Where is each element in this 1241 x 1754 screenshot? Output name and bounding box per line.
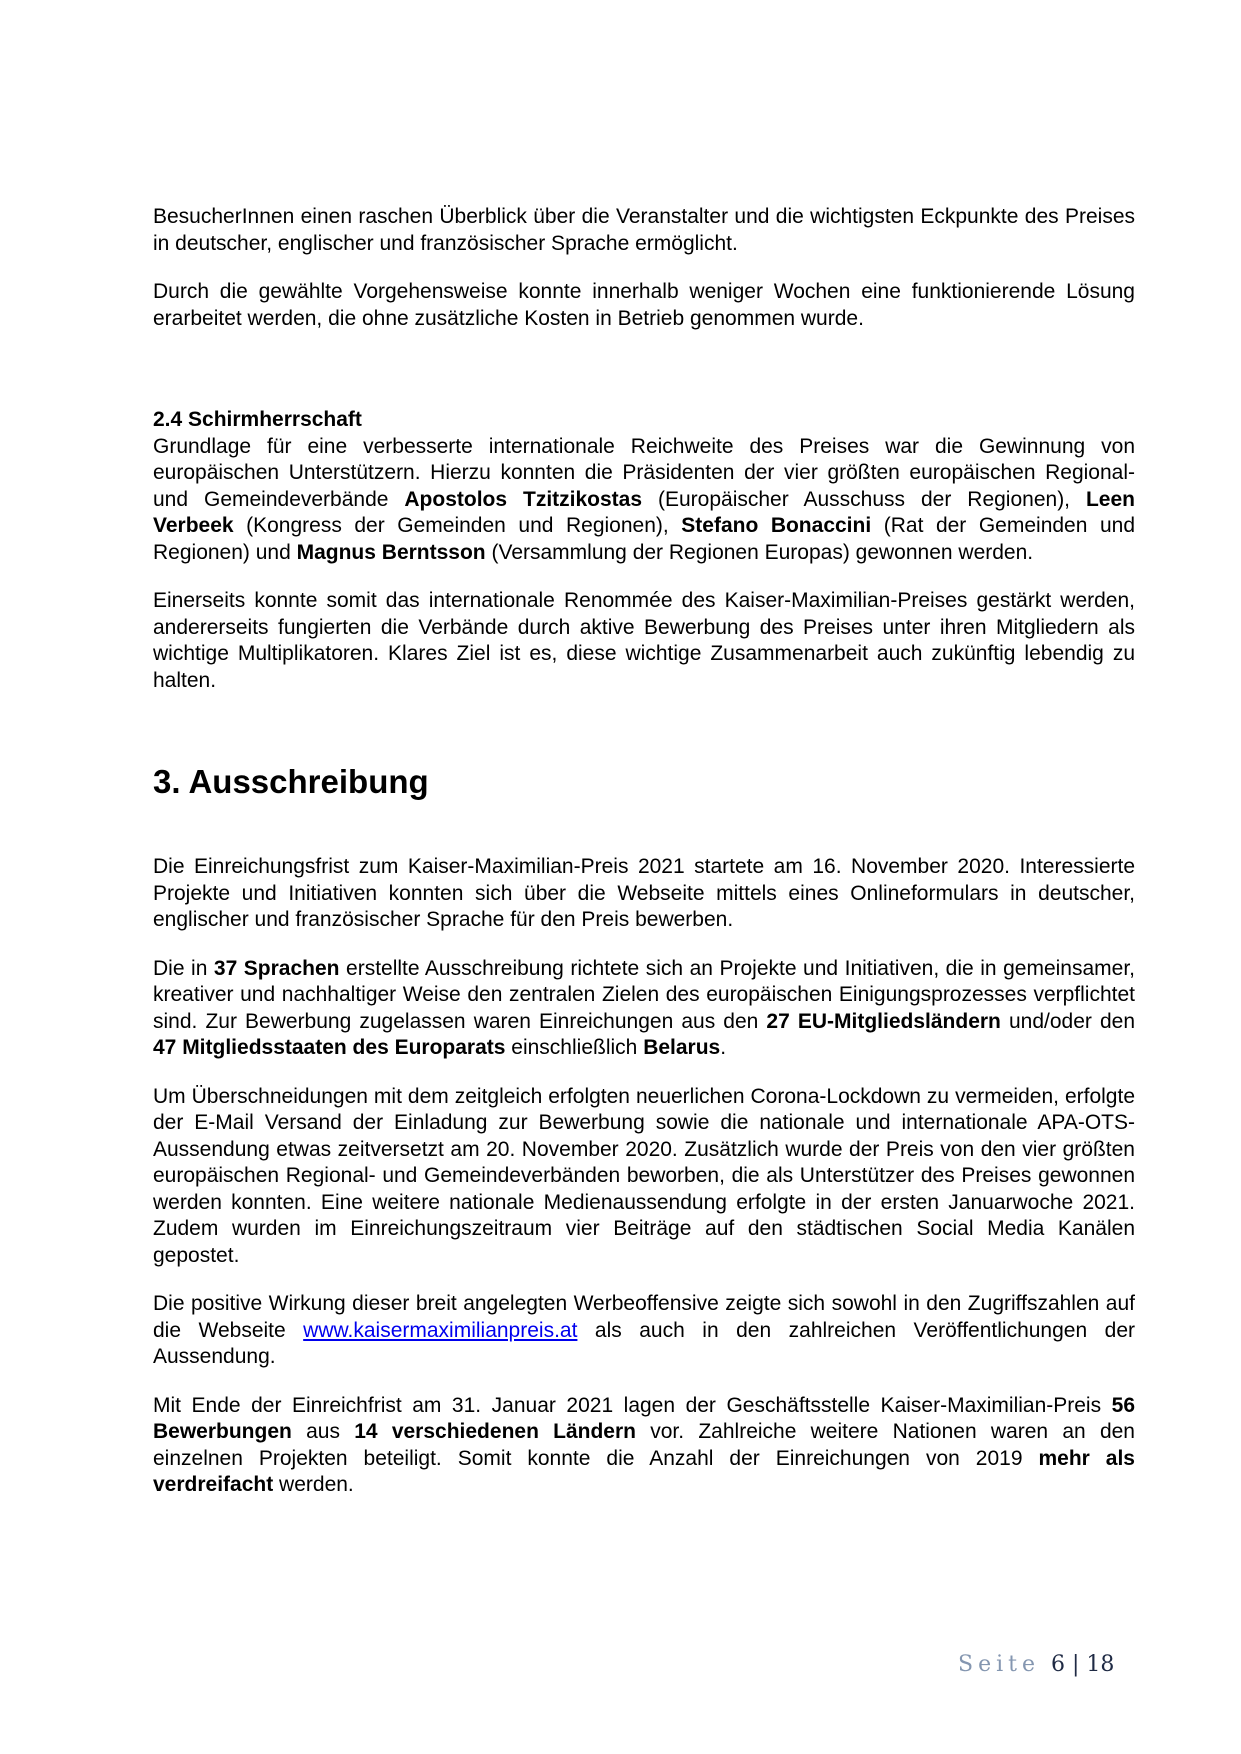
website-link[interactable]: www.kaisermaximilianpreis.at [303,1318,578,1342]
bold-27-eu-countries: 27 EU-Mitgliedsländern [766,1009,1001,1033]
name-bonaccini: Stefano Bonaccini [681,514,872,537]
bold-56-applications: 56 Bewerbungen [153,1393,1135,1443]
page-separator: | [1072,1652,1080,1677]
call-paragraph-2: Die in 37 Sprachen erstellte Ausschreibung richtete sich an Projekte und Initiativen, die in gemeinsamer, kreativer und nachhaltiger Weise den zentralen Zielen des europäischen Einigungsprozesses verpflichtet sind. Zur Bewerbung zugelassen waren Einreichungen aus den 27 EU-Mitgliedsländern und/oder den 47 Mitgliedsstaaten des Europarats einschließlich Belarus. [153,956,1136,1059]
bold-14-countries: 14 verschiedenen Ländern [354,1420,636,1443]
section-heading-2-4: 2.4 Schirmherrschaft [153,408,362,431]
bold-belarus: Belarus [643,1036,721,1059]
name-verbeek: Leen Verbeek [153,487,1135,537]
current-page: 6 [1051,1652,1065,1677]
name-berntsson: Magnus Berntsson [296,540,486,564]
patronage-paragraph-2: Einerseits konnte somit das internationale Renommée des Kaiser-Maximilian-Preises gestärkt werden, andererseits fungierten die Verbände durch aktive Bewerbung des Preises unter ihren Mitgliedern als wichtige Multiplikatoren. Klares Ziel ist es, diese wichtige Zusammenarbeit auch zukünftig lebendig zu halten. [153,589,1135,692]
call-paragraph-4: Die positive Wirkung dieser breit angelegten Werbeoffensive zeigte sich sowohl in den Zugriffszahlen auf die Webseite www.kaisermaximilianpreis.at als auch in den zahlreichen Veröffentlichungen der Aussendung. [153,1292,1135,1368]
patronage-paragraph-1: Grundlage für eine verbesserte internationale Reichweite des Preises war die Gewinnung von europäischen Unterstützern. Hierzu konnten die Präsidenten der vier größten europäischen Regional- und Gemeindeverbände Apostolos Tzitzikostas (Europäischer Ausschuss der Regionen), Leen Verbeek (Kongress der Gemeinden und Regionen), Stefano Bonaccini (Rat der Gemeinden und Regionen) und Magnus Berntsson (Versammlung der Regionen Europas) gewonnen werden. [153,434,1136,564]
intro-paragraph-1: BesucherInnen einen raschen Überblick über die Veranstalter und die wichtigsten Eckpunkte des Preises in deutscher, englischer und französischer Sprache ermöglicht. [153,205,1135,255]
page-number-footer [958,1652,1114,1677]
intro-paragraph-2: Durch die gewählte Vorgehensweise konnte innerhalb weniger Wochen eine funktionierende Lösung erarbeitet werden, die ohne zusätzliche Kosten in Betrieb genommen wurde. [153,280,1135,330]
bold-37-languages: 37 Sprachen [213,956,340,980]
bold-47-council-states: 47 Mitgliedsstaaten des Europarats [153,1036,506,1059]
name-tzitzikostas: Apostolos Tzitzikostas [404,487,643,511]
call-paragraph-1: Die Einreichungsfrist zum Kaiser-Maximilian-Preis 2021 startete am 16. November 2020. Interessierte Projekte und Initiativen konnten sich über die Webseite mittels eines Onlineformulars in deutscher, englischer und französischer Sprache für den Preis bewerben. [153,855,1135,931]
total-pages: 18 [1086,1652,1115,1677]
document-page [153,204,1135,1499]
call-paragraph-3: Um Überschneidungen mit dem zeitgleich erfolgten neuerlichen Corona-Lockdown zu vermeiden, erfolgte der E-Mail Versand der Einladung zur Bewerbung sowie die nationale und internationale APA-OTS-Aussendung etwas zeitversetzt am 20. November 2020. Zusätzlich wurde der Preis von den vier größten europäischen Regional- und Gemeindeverbänden beworben, die als Unterstützer des Preises gewonnen werden konnten. Eine weitere nationale Medienaussendung erfolgte in der ersten Januarwoche 2021. Zudem wurden im Einreichungszeitraum vier Beiträge auf den städtischen Social Media Kanälen gepostet. [153,1084,1135,1267]
call-paragraph-5: Mit Ende der Einreichfrist am 31. Januar 2021 lagen der Geschäftsstelle Kaiser-Maximilian-Preis 56 Bewerbungen aus 14 verschiedenen Ländern vor. Zahlreiche weitere Nationen waren an den einzelnen Projekten beteiligt. Somit konnte die Anzahl der Einreichungen von 2019 mehr als verdreifacht werden. [153,1393,1135,1496]
page-label: Seite [958,1652,1040,1677]
section-heading-3: 3. Ausschreibung [153,763,429,800]
bold-tripled: mehr als verdreifacht [153,1446,1135,1496]
